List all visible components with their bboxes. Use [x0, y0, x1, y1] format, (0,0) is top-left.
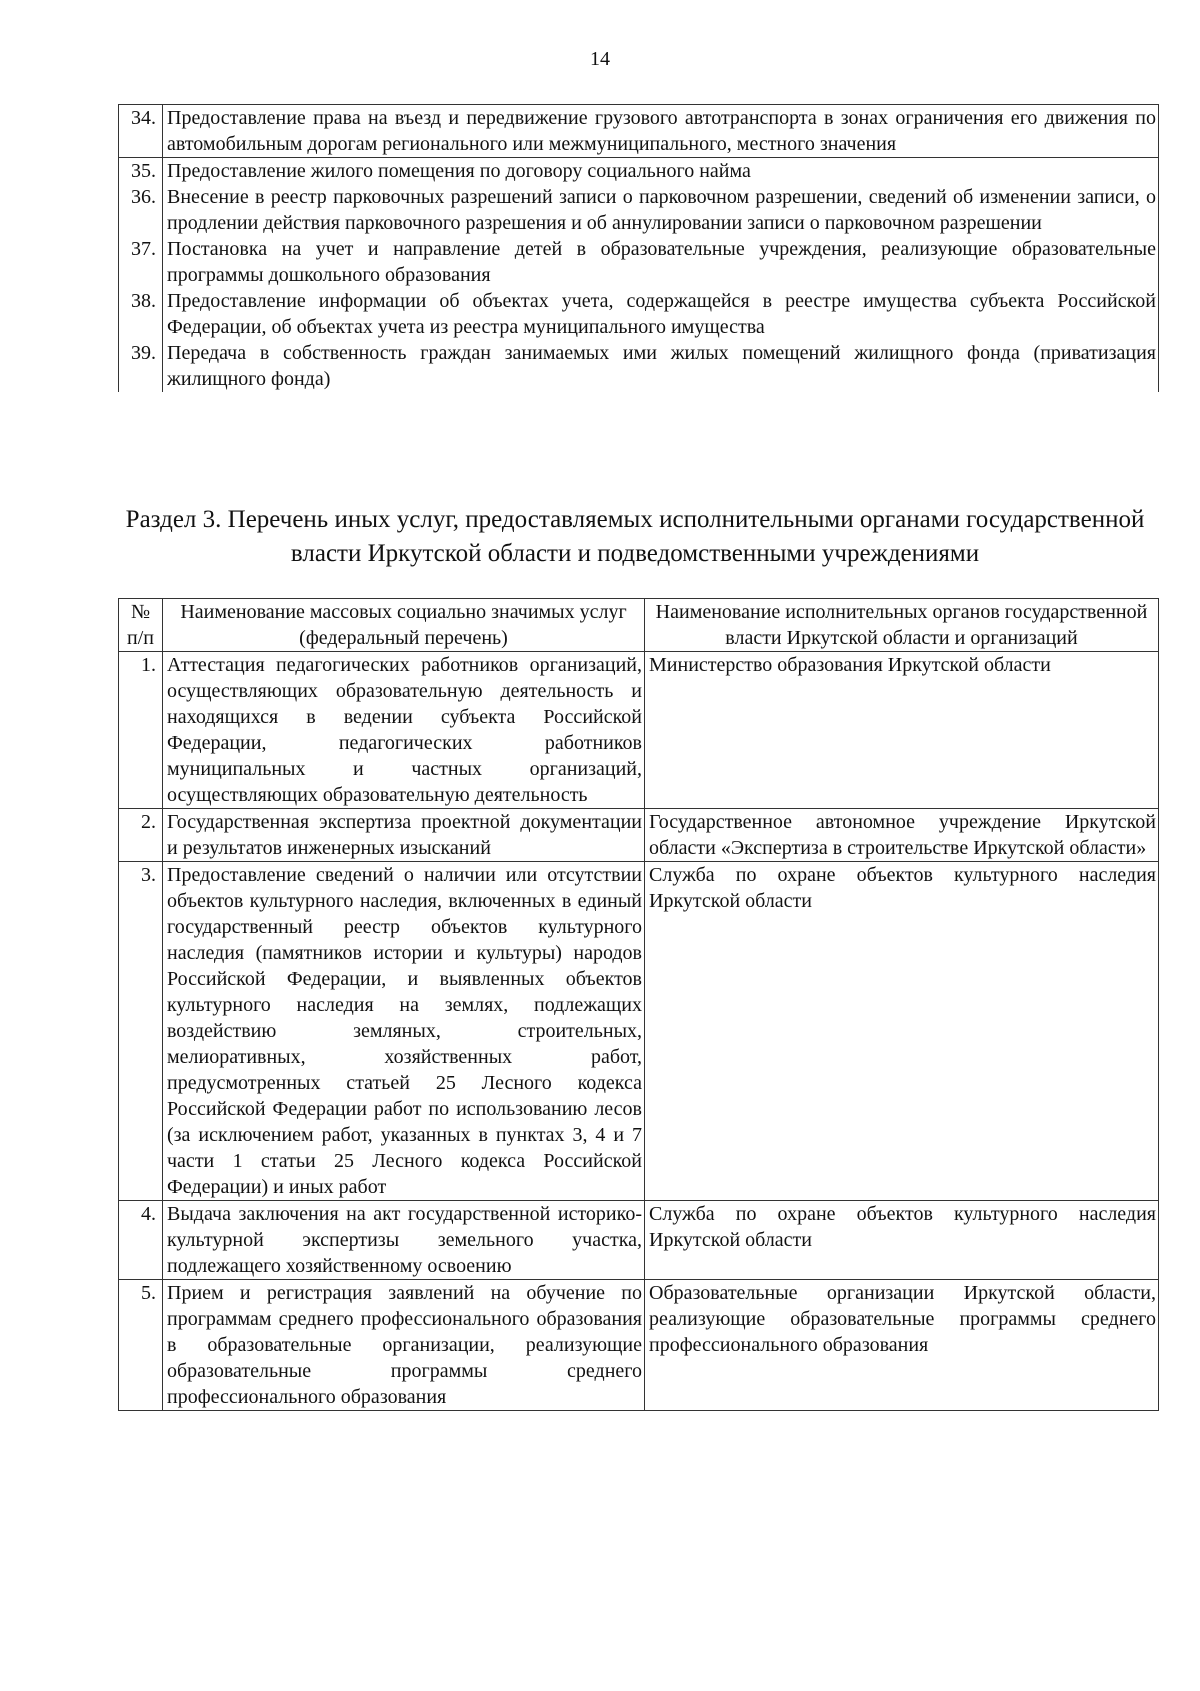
- service-name: Постановка на учет и направление детей в образовательные учреждения, реализующие образовательные программы дошкольного образования: [163, 236, 1159, 288]
- table-row: [119, 862, 1159, 1201]
- table-row: [119, 184, 1159, 236]
- service-name: Передача в собственность граждан занимаемых ими жилых помещений жилищного фонда (приватизация жилищного фонда): [163, 340, 1159, 392]
- organ-name: Служба по охране объектов культурного наследия Иркутской области: [645, 862, 1159, 1201]
- table-row: [119, 236, 1159, 288]
- row-number: 39.: [119, 340, 163, 392]
- table-row: [119, 158, 1159, 185]
- header-number: № п/п: [119, 599, 163, 652]
- table-row: [119, 105, 1159, 158]
- service-name: Предоставление информации об объектах учета, содержащейся в реестре имущества субъекта Российской Федерации, об объектах учета из реестра муниципального имущества: [163, 288, 1159, 340]
- row-number: 2.: [119, 809, 163, 862]
- service-name: Государственная экспертиза проектной документации и результатов инженерных изысканий: [163, 809, 645, 862]
- table-row: [119, 1280, 1159, 1411]
- continued-services-table: [118, 104, 1159, 392]
- organ-name: Министерство образования Иркутской области: [645, 652, 1159, 809]
- service-name: Предоставление сведений о наличии или отсутствии объектов культурного наследия, включенных в единый государственный реестр объектов культурного наследия (памятников истории и культуры) народов Российской Федерации, и выявленных объектов культурного наследия на землях, подлежащих воздействию земляных, строительных, мелиоративных, хозяйственных работ, предусмотренных статьей 25 Лесного кодекса Российской Федерации работ по использованию лесов (за исключением работ, указанных в пунктах 3, 4 и 7 части 1 статьи 25 Лесного кодекса Российской Федерации) и иных работ: [163, 862, 645, 1201]
- service-name: Предоставление права на въезд и передвижение грузового автотранспорта в зонах ограничения его движения по автомобильным дорогам регионального или межмуниципального, местного значения: [163, 105, 1159, 158]
- service-name: Внесение в реестр парковочных разрешений записи о парковочном разрешении, сведений об изменении записи, о продлении действия парковочного разрешения и об аннулировании записи о парковочном разрешении: [163, 184, 1159, 236]
- row-number: 3.: [119, 862, 163, 1201]
- row-number: 37.: [119, 236, 163, 288]
- table-header-row: [119, 599, 1159, 652]
- page-number: 14: [590, 48, 610, 70]
- organ-name: Служба по охране объектов культурного наследия Иркутской области: [645, 1201, 1159, 1280]
- table-row: [119, 652, 1159, 809]
- service-name: Выдача заключения на акт государственной историко-культурной экспертизы земельного участка, подлежащего хозяйственному освоению: [163, 1201, 645, 1280]
- header-service: Наименование массовых социально значимых услуг (федеральный перечень): [163, 599, 645, 652]
- header-organ: Наименование исполнительных органов государственной власти Иркутской области и организаций: [645, 599, 1159, 652]
- organ-name: Образовательные организации Иркутской области, реализующие образовательные программы среднего профессионального образования: [645, 1280, 1159, 1411]
- table-row: [119, 288, 1159, 340]
- table-row: [119, 809, 1159, 862]
- organ-name: Государственное автономное учреждение Иркутской области «Экспертиза в строительстве Иркутской области»: [645, 809, 1159, 862]
- service-name: Предоставление жилого помещения по договору социального найма: [163, 158, 1159, 185]
- row-number: 1.: [119, 652, 163, 809]
- section-title: Раздел 3. Перечень иных услуг, предоставляемых исполнительными органами государственной власти Иркутской области и подведомственными учреждениями: [125, 506, 1145, 567]
- table-row: [119, 1201, 1159, 1280]
- row-number: 35.: [119, 158, 163, 185]
- service-name: Прием и регистрация заявлений на обучение по программам среднего профессионального образования в образовательные организации, реализующие образовательные программы среднего профессионального образования: [163, 1280, 645, 1411]
- row-number: 36.: [119, 184, 163, 236]
- service-name: Аттестация педагогических работников организаций, осуществляющих образовательную деятельность и находящихся в ведении субъекта Российской Федерации, педагогических работников муниципальных и частных организаций, осуществляющих образовательную деятельность: [163, 652, 645, 809]
- row-number: 38.: [119, 288, 163, 340]
- other-services-table: [118, 598, 1159, 1411]
- table-row: [119, 340, 1159, 392]
- row-number: 5.: [119, 1280, 163, 1411]
- row-number: 34.: [119, 105, 163, 158]
- row-number: 4.: [119, 1201, 163, 1280]
